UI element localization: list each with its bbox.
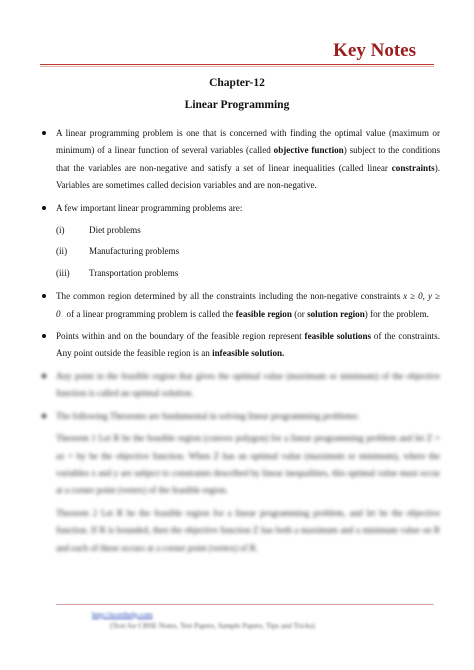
header-divider [40,64,434,65]
bullet-dot-icon [42,374,46,378]
non-negativity-math: x ≥ 0, y ≥ 0 [56,291,440,319]
chapter-heading: Chapter-12 [209,77,265,89]
theorem-2: Theorem 2 Let R be the feasible region for a linear programming problem, and let be the objective function. If R is bounded, then the objective function Z has both a maximum and a minimum value on R and each of these occurs at a corner point (vertex) of R. [56,507,440,553]
term-solution-region: solution region [307,308,365,319]
bullet-definition: A linear programming problem is one that is concerned with finding the optimal value (maximum or minimum) of a linear function of several variables (called objective function) subject to the conditions that the variables are non-negative and satisfy a set of linear inequalities (called linear constraints). Variables are sometimes called decision variables and are non-negative. [40,125,440,195]
topic-heading: Linear Programming [184,99,290,111]
term-objective-function: objective function [273,145,344,156]
bullet-optimal-solution: Any point in the feasible region that gives the optimal value (maximum or minimum) of the objective function is called an optimal solution. [40,368,440,403]
bullet-dot-icon [42,131,46,135]
header-divider-secondary [40,66,434,67]
footer-tagline: (Text for CBSE Notes, Test Papers, Sample Papers, Tips and Tricks) [110,621,315,630]
term-feasible-region: feasible region [235,308,292,319]
term-feasible-solutions: feasible solutions [304,331,372,342]
footer-divider [56,604,434,605]
bullet-dot-icon [42,294,46,298]
list-item: (iii) Transportation problems [56,267,179,278]
bullet-theorems-intro: The following Theorems are fundamental in solving linear programming problems: [40,408,440,425]
bullet-dot-icon [42,414,46,418]
notes-body [40,125,440,562]
term-infeasible-solution: infeasible solution. [212,348,285,359]
term-constraints: constraints [391,162,435,173]
list-item: (ii) Manufacturing problems [56,246,180,257]
bullet-feasible-region: The common region determined by all the constraints including the non-negative constraints x ≥ 0, y ≥ 0 of a linear programming problem is called the feasible region (or solution region) for the problem. [40,288,440,323]
bullet-dot-icon [42,334,46,338]
page-header-title: Key Notes [333,40,416,61]
bullet-feasible-solutions: Points within and on the boundary of the feasible region represent feasible solutions of the constraints. Any point outside the feasible region is an infeasible solution. [40,328,440,363]
list-item: (i) Diet problems [56,225,141,236]
blurred-preview [40,368,440,557]
theorem-1: Theorem 1 Let R be the feasible region (convex polygon) for a linear programming problem and let Z = ax + by be the objective function. When Z has an optimal value (maximum or minimum), where the variables x and y are subject to constraints described by linear inequalities, this optimal value must occur at a corner point (vertex) of the feasible region. [56,433,440,496]
bullet-dot-icon [42,206,46,210]
bullet-problem-types: A few important linear programming problems are: [40,200,440,217]
footer-link[interactable]: http://ncerthelp.com [92,610,153,619]
